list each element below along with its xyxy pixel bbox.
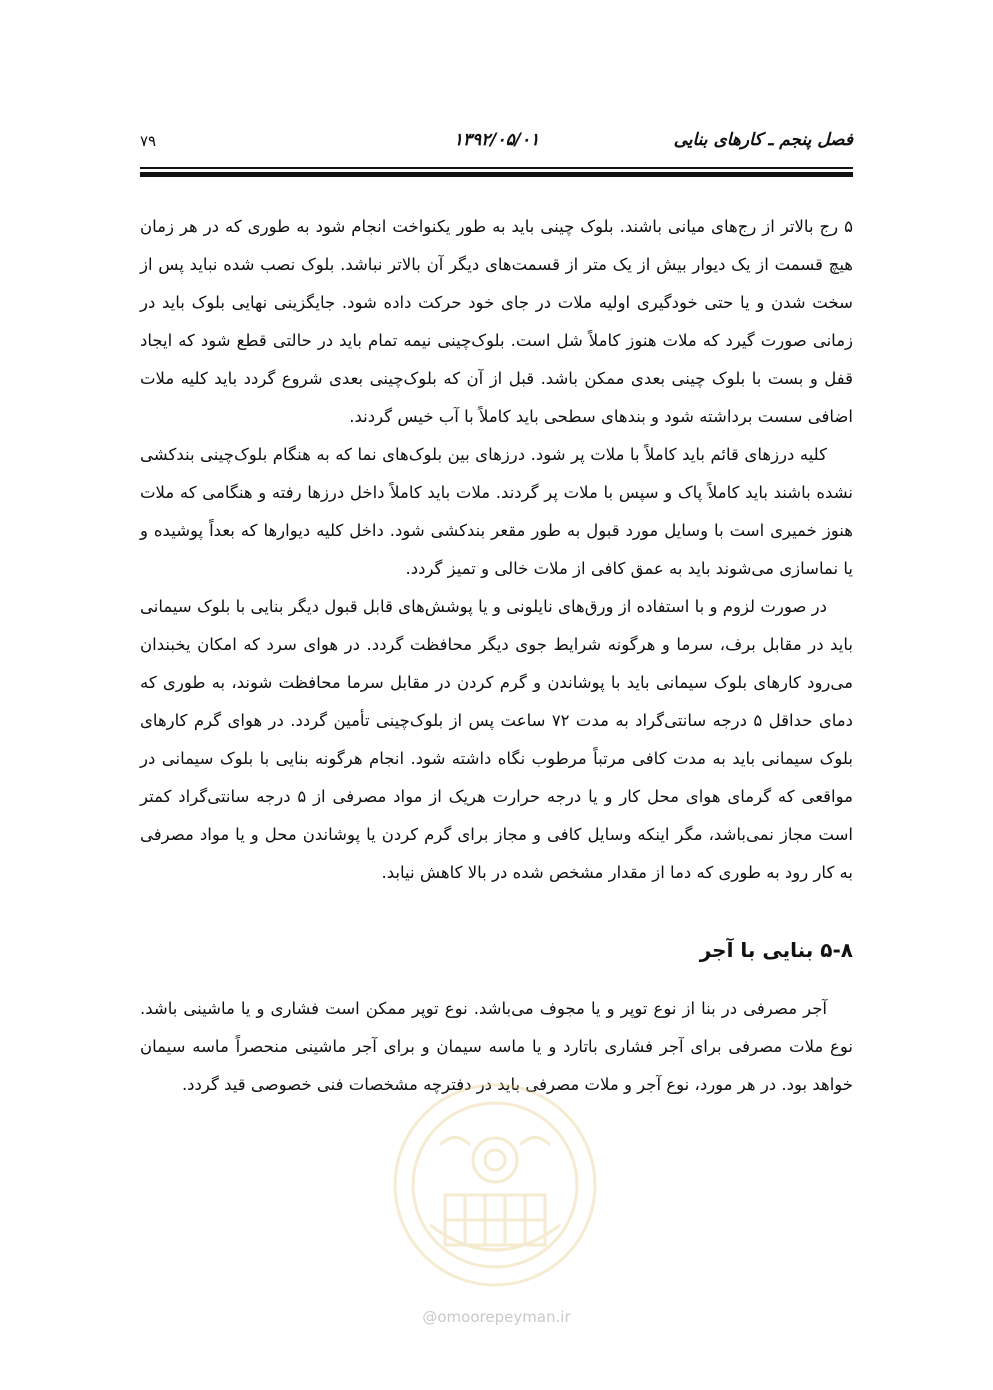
body-paragraph-2: کلیه درزهای قائم باید کاملاً با ملات پر شود. درزهای بین بلوک‌های نما که به هنگام بلوک‌چینی بندکشی نشده باشند باید کاملاً پاک و سپس با ملات پر گردند. ملات باید کاملاً داخل درزها رفته و هنگامی که ملات هنوز خمیری است با وسایل مورد قبول به طور مقعر بندکشی شود. داخل کلیه دیوارها که بعداً پوشیده و یا نماسازی می‌شوند باید به عمق کافی از ملات خالی و تمیز گردد. xyxy=(140,445,853,578)
page-number: ۷۹ xyxy=(140,132,157,150)
page-body xyxy=(140,208,853,1104)
header-rule-thin xyxy=(140,167,853,169)
section-paragraph: آجر مصرفی در بنا از نوع توپر و یا مجوف می‌باشد. نوع توپر ممکن است فشاری و یا ماشینی باشد. نوع ملات مصرفی برای آجر فشاری باتارد و یا ماسه سیمان و برای آجر ماشینی منحصراً ماسه سیمان خواهد بود. در هر مورد، نوع آجر و ملات مصرفی باید در دفترچه مشخصات فنی خصوصی قید گردد. xyxy=(140,999,853,1094)
header-rule-thick xyxy=(140,172,853,177)
page-header xyxy=(140,130,853,160)
chapter-title: فصل پنجم ـ کارهای بنایی xyxy=(673,130,853,150)
watermark-seal-icon xyxy=(385,1075,605,1295)
body-paragraph-1: ۵ رج بالاتر از رج‌های میانی باشند. بلوک چینی باید به طور یکنواخت انجام شود به طوری که در هر زمان هیچ قسمت از یک دیوار بیش از یک متر از قسمت‌های دیگر آن بالاتر نباشد. بلوک نصب شده نباید پس از سخت شدن و یا حتی خودگیری اولیه ملات در جای خود حرکت داده شود. جایگزینی نهایی بلوک باید در زمانی صورت گیرد که ملات هنوز کاملاً شل است. بلوک‌چینی نیمه تمام باید در حالتی قطع شود که ایجاد قفل و بست با بلوک چینی بعدی ممکن باشد. قبل از آن که بلوک‌چینی بعدی شروع گردد باید کلیه ملات اضافی سست برداشته شود و بندهای سطحی باید کاملاً با آب خیس گردند. xyxy=(140,217,853,426)
header-date: ۱۳۹۲/۰۵/۰۱ xyxy=(453,130,540,150)
watermark-text: @omoorepeyman.ir xyxy=(422,1308,571,1326)
body-paragraph-3: در صورت لزوم و با استفاده از ورق‌های نایلونی و یا پوشش‌های قابل قبول دیگر بنایی با بلوک سیمانی باید در مقابل برف، سرما و هرگونه شرایط جوی دیگر محافظت گردد. در هوای سرد که امکان یخبندان می‌رود کارهای بلوک سیمانی باید با پوشاندن و گرم کردن در مقابل سرما محافظت شوند، به طوری که دمای حداقل ۵ درجه سانتی‌گراد به مدت ۷۲ ساعت پس از بلوک‌چینی تأمین گردد. در هوای گرم کارهای بلوک سیمانی باید به مدت کافی مرتباً مرطوب نگاه داشته شود. انجام هرگونه بنایی با بلوک سیمانی در مواقعی که گرمای هوای محل کار و یا درجه حرارت هریک از مواد مصرفی از ۵ درجه سانتی‌گراد کمتر است مجاز نمی‌باشد، مگر اینکه وسایل کافی و مجاز برای گرم کردن یا پوشاندن محل و یا مواد مصرفی به کار رود به طوری که دما از مقدار مشخص شده در بالا کاهش نیابد. xyxy=(140,597,853,882)
section-heading: ۵-۸ بنایی با آجر xyxy=(699,938,853,962)
